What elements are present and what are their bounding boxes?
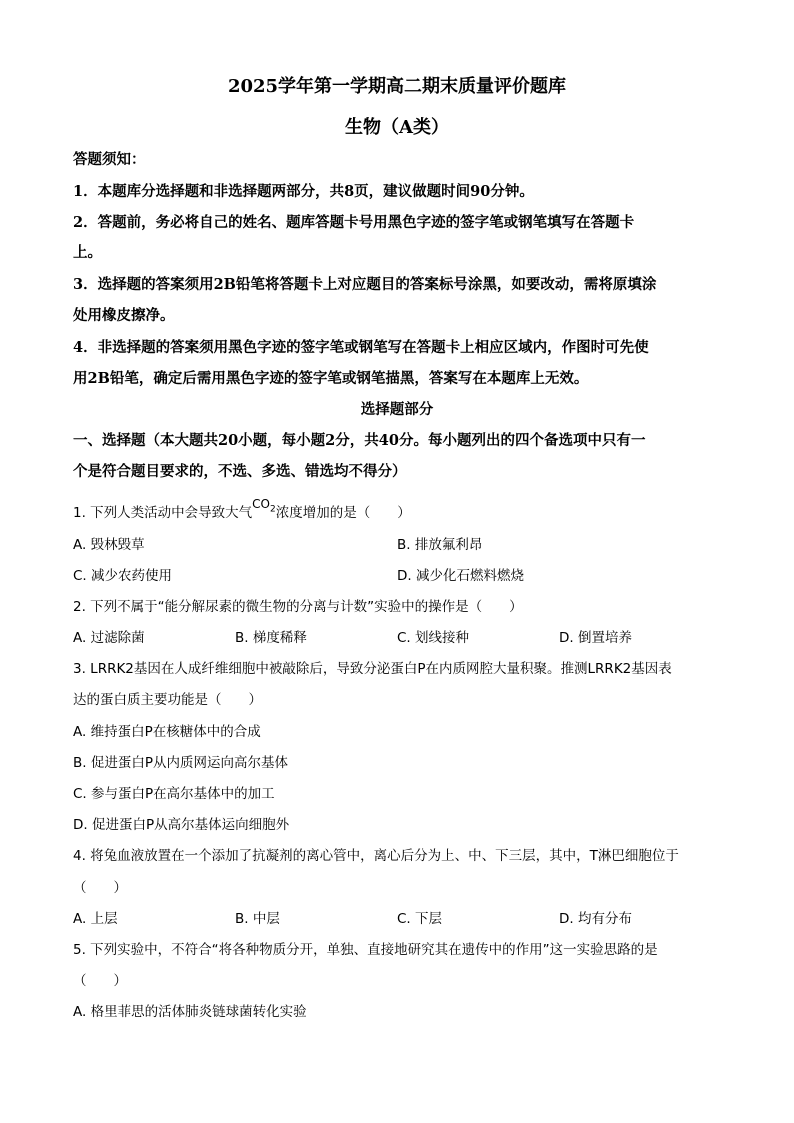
q2-option-c: C. 划线接种 xyxy=(397,630,470,646)
q2-option-d: D. 倒置培养 xyxy=(559,630,632,646)
part-intro-line2: 个是符合题目要求的，不选、多选、错选均不得分） xyxy=(73,463,407,480)
notice-item-3-cont: 处用橡皮擦净。 xyxy=(73,307,175,324)
exam-subtitle: 生物（A类） xyxy=(345,117,449,138)
q4-option-c: C. 下层 xyxy=(397,911,443,927)
q5-option-a: A. 格里菲思的活体肺炎链球菌转化实验 xyxy=(73,1004,307,1020)
q1-option-d: D. 减少化石燃料燃烧 xyxy=(397,568,524,584)
q1-option-c: C. 减少农药使用 xyxy=(73,568,173,584)
question-5-stem-line1: 5. 下列实验中，不符合“将各种物质分开，单独、直接地研究其在遗传中的作用”这一实验思路的是 xyxy=(73,942,658,958)
q2-option-b: B. 梯度稀释 xyxy=(235,630,307,646)
q3-option-a: A. 维持蛋白P在核糖体中的合成 xyxy=(73,724,261,740)
notice-item-1: 1．本题库分选择题和非选择题两部分，共8页，建议做题时间90分钟。 xyxy=(73,183,534,200)
q1-option-a: A. 毁林毁草 xyxy=(73,537,145,553)
q3-option-d: D. 促进蛋白P从高尔基体运向细胞外 xyxy=(73,817,290,833)
notice-item-2: 2．答题前，务必将自己的姓名、题库答题卡号用黑色字迹的签字笔或钢笔填写在答题卡 xyxy=(73,214,635,231)
question-1-stem-a: 1. 下列人类活动中会导致大气 xyxy=(73,505,253,521)
co2-formula xyxy=(252,497,276,515)
notice-item-3: 3．选择题的答案须用2B铅笔将答题卡上对应题目的答案标号涂黑，如要改动，需将原填涂 xyxy=(73,276,657,293)
question-2-stem: 2. 下列不属于“能分解尿素的微生物的分离与计数”实验中的操作是（ ） xyxy=(73,599,523,615)
q3-option-c: C. 参与蛋白P在高尔基体中的加工 xyxy=(73,786,275,802)
q2-option-a: A. 过滤除菌 xyxy=(73,630,145,646)
question-5-stem-line2: （ ） xyxy=(73,973,127,989)
question-1-stem-b: 浓度增加的是（ ） xyxy=(275,505,411,521)
section-title: 选择题部分 xyxy=(360,401,434,418)
question-3-stem-line1: 3. LRRK2基因在人成纤维细胞中被敲除后，导致分泌蛋白P在内质网腔大量积聚。推测LRRK2基因表 xyxy=(73,661,672,677)
q4-option-d: D. 均有分布 xyxy=(559,911,632,927)
co2-main: CO xyxy=(252,497,270,511)
question-4-stem-line1: 4. 将兔血液放置在一个添加了抗凝剂的离心管中，离心后分为上、中、下三层，其中，T淋巴细胞位于 xyxy=(73,848,679,864)
part-intro-line1: 一、选择题（本大题共20小题，每小题2分，共40分。每小题列出的四个备选项中只有一 xyxy=(73,432,646,449)
q3-option-b: B. 促进蛋白P从内质网运向高尔基体 xyxy=(73,755,288,771)
question-3-stem-line2: 达的蛋白质主要功能是（ ） xyxy=(73,692,262,708)
question-1-stem xyxy=(73,497,411,528)
q4-option-b: B. 中层 xyxy=(235,911,280,927)
notice-item-4-cont: 用2B铅笔，确定后需用黑色字迹的签字笔或钢笔描黑，答案写在本题库上无效。 xyxy=(73,370,589,387)
question-4-stem-line2: （ ） xyxy=(73,880,127,896)
q1-option-b: B. 排放氟利昂 xyxy=(397,537,483,553)
co2-sub: 2 xyxy=(270,504,276,515)
notice-item-2-cont: 上。 xyxy=(73,244,102,261)
exam-title: 2025学年第一学期高二期末质量评价题库 xyxy=(227,76,567,97)
notice-heading: 答题须知： xyxy=(73,151,146,168)
q4-option-a: A. 上层 xyxy=(73,911,118,927)
notice-item-4: 4．非选择题的答案须用黑色字迹的签字笔或钢笔写在答题卡上相应区域内，作图时可先使 xyxy=(73,339,649,356)
